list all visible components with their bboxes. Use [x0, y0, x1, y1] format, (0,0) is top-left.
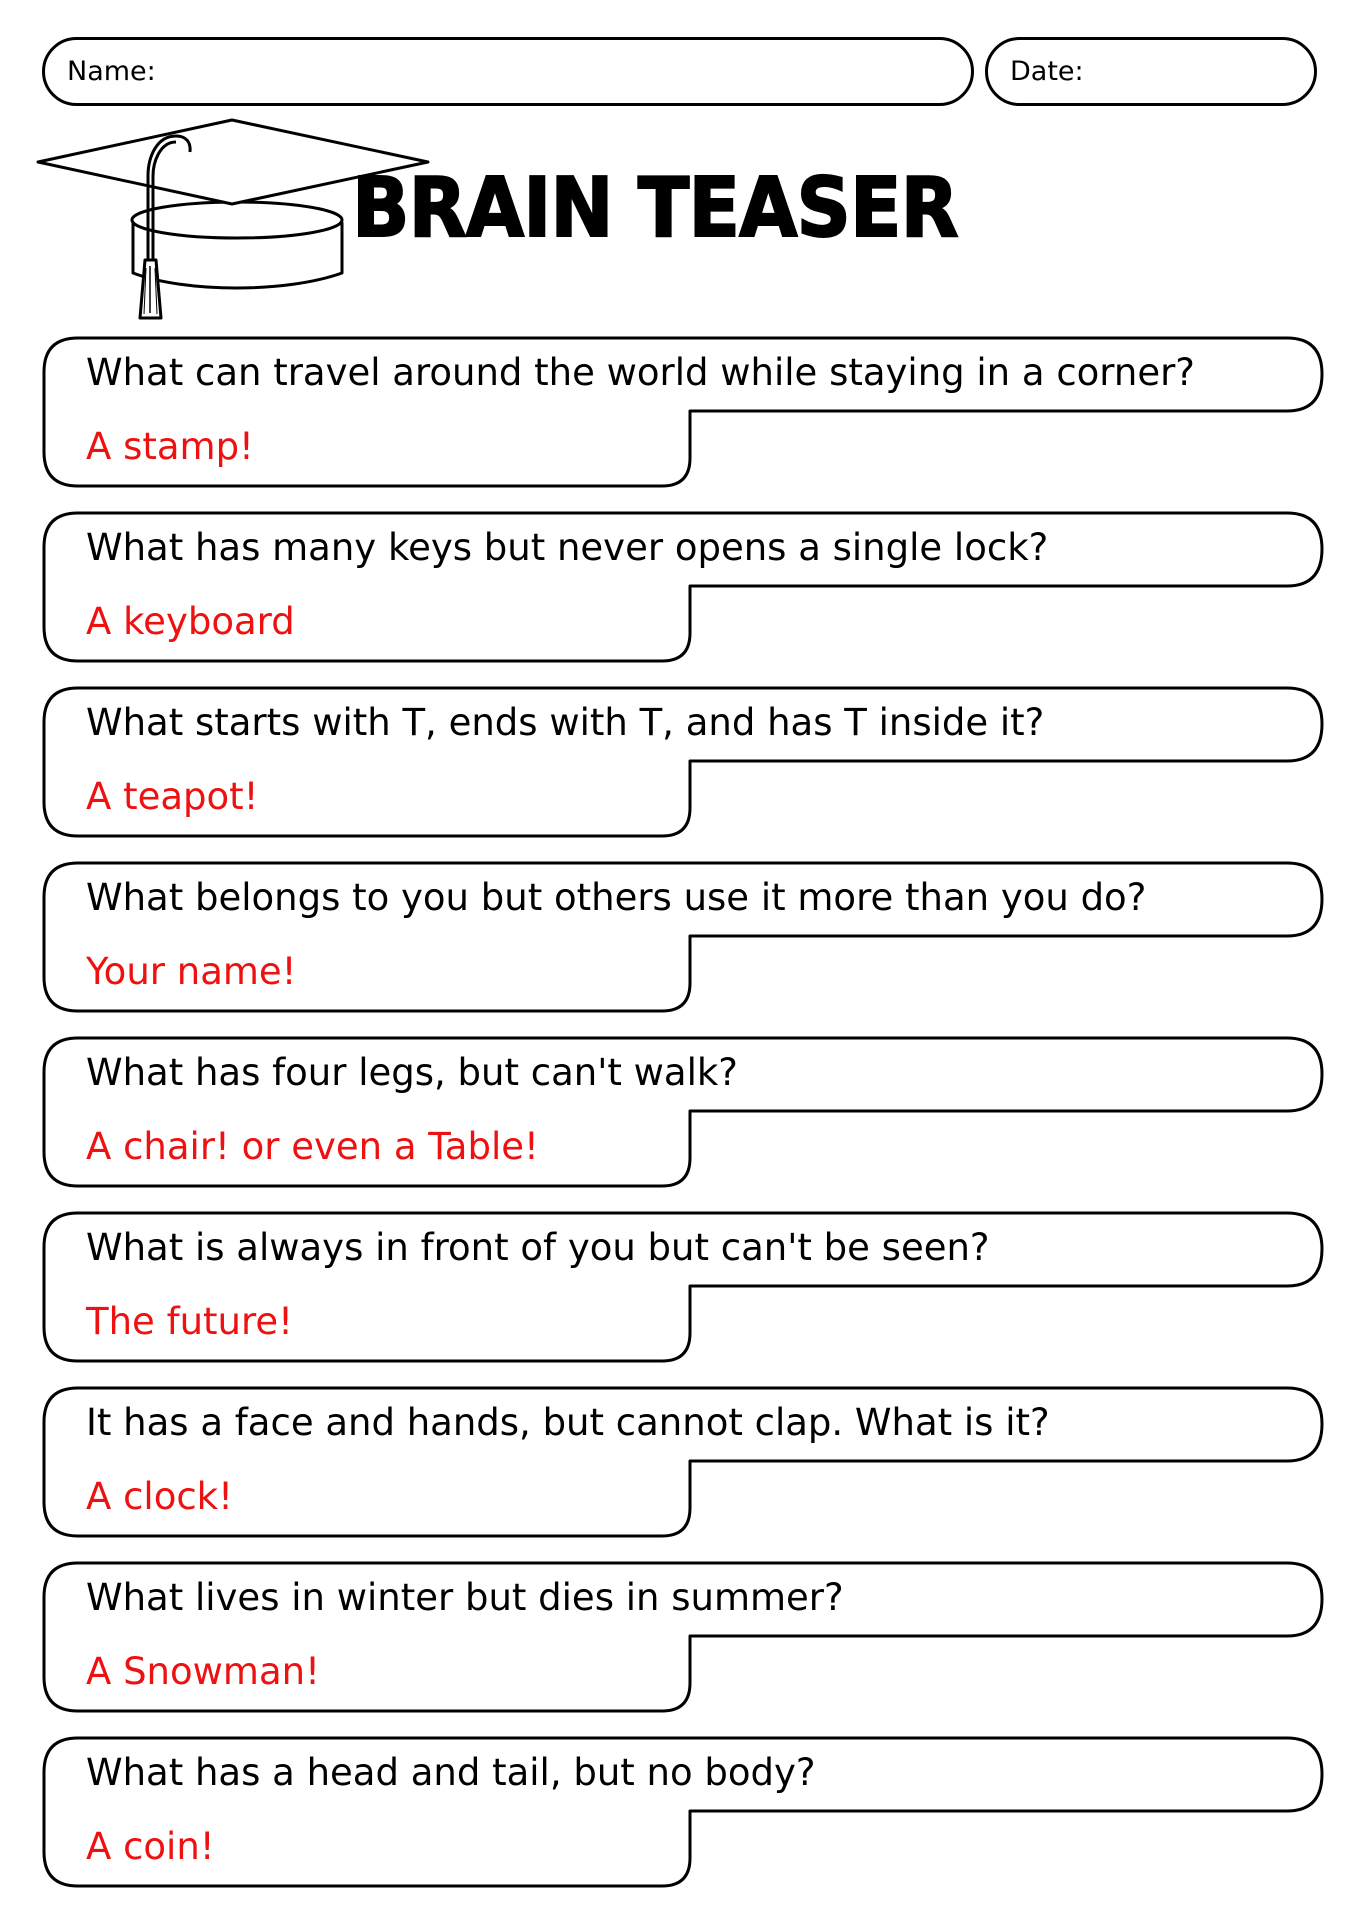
question-text: What starts with T, ends with T, and has T inside it?	[86, 701, 1045, 744]
question-text: What is always in front of you but can't be seen?	[86, 1226, 990, 1269]
name-field[interactable]	[42, 37, 974, 106]
question-text: What has a head and tail, but no body?	[86, 1751, 816, 1794]
answer-text[interactable]: A chair! or even a Table!	[86, 1125, 539, 1168]
page-title: BRAIN TEASER	[352, 161, 958, 256]
qa-item-6	[42, 1211, 1322, 1365]
date-label: Date:	[1010, 56, 1084, 87]
qa-item-2	[42, 511, 1322, 665]
question-text: What has many keys but never opens a single lock?	[86, 526, 1049, 569]
answer-text[interactable]: A clock!	[86, 1475, 233, 1518]
date-field[interactable]	[985, 37, 1317, 106]
answer-text[interactable]: A stamp!	[86, 425, 254, 468]
answer-text[interactable]: The future!	[86, 1300, 294, 1343]
answer-text[interactable]: Your name!	[86, 950, 297, 993]
answer-text[interactable]: A teapot!	[86, 775, 259, 818]
question-text: What can travel around the world while staying in a corner?	[86, 351, 1195, 394]
qa-item-1	[42, 336, 1322, 490]
answer-text[interactable]: A coin!	[86, 1825, 215, 1868]
qa-item-4	[42, 861, 1322, 1015]
qa-item-9	[42, 1736, 1322, 1890]
answer-text[interactable]: A Snowman!	[86, 1650, 320, 1693]
qa-item-8	[42, 1561, 1322, 1715]
question-text: What lives in winter but dies in summer?	[86, 1576, 844, 1619]
name-label: Name:	[67, 56, 156, 87]
qa-item-3	[42, 686, 1322, 840]
qa-item-5	[42, 1036, 1322, 1190]
question-text: What belongs to you but others use it more than you do?	[86, 876, 1147, 919]
question-text: What has four legs, but can't walk?	[86, 1051, 738, 1094]
answer-text[interactable]: A keyboard	[86, 600, 295, 643]
question-text: It has a face and hands, but cannot clap. What is it?	[86, 1401, 1050, 1444]
qa-item-7	[42, 1386, 1322, 1540]
